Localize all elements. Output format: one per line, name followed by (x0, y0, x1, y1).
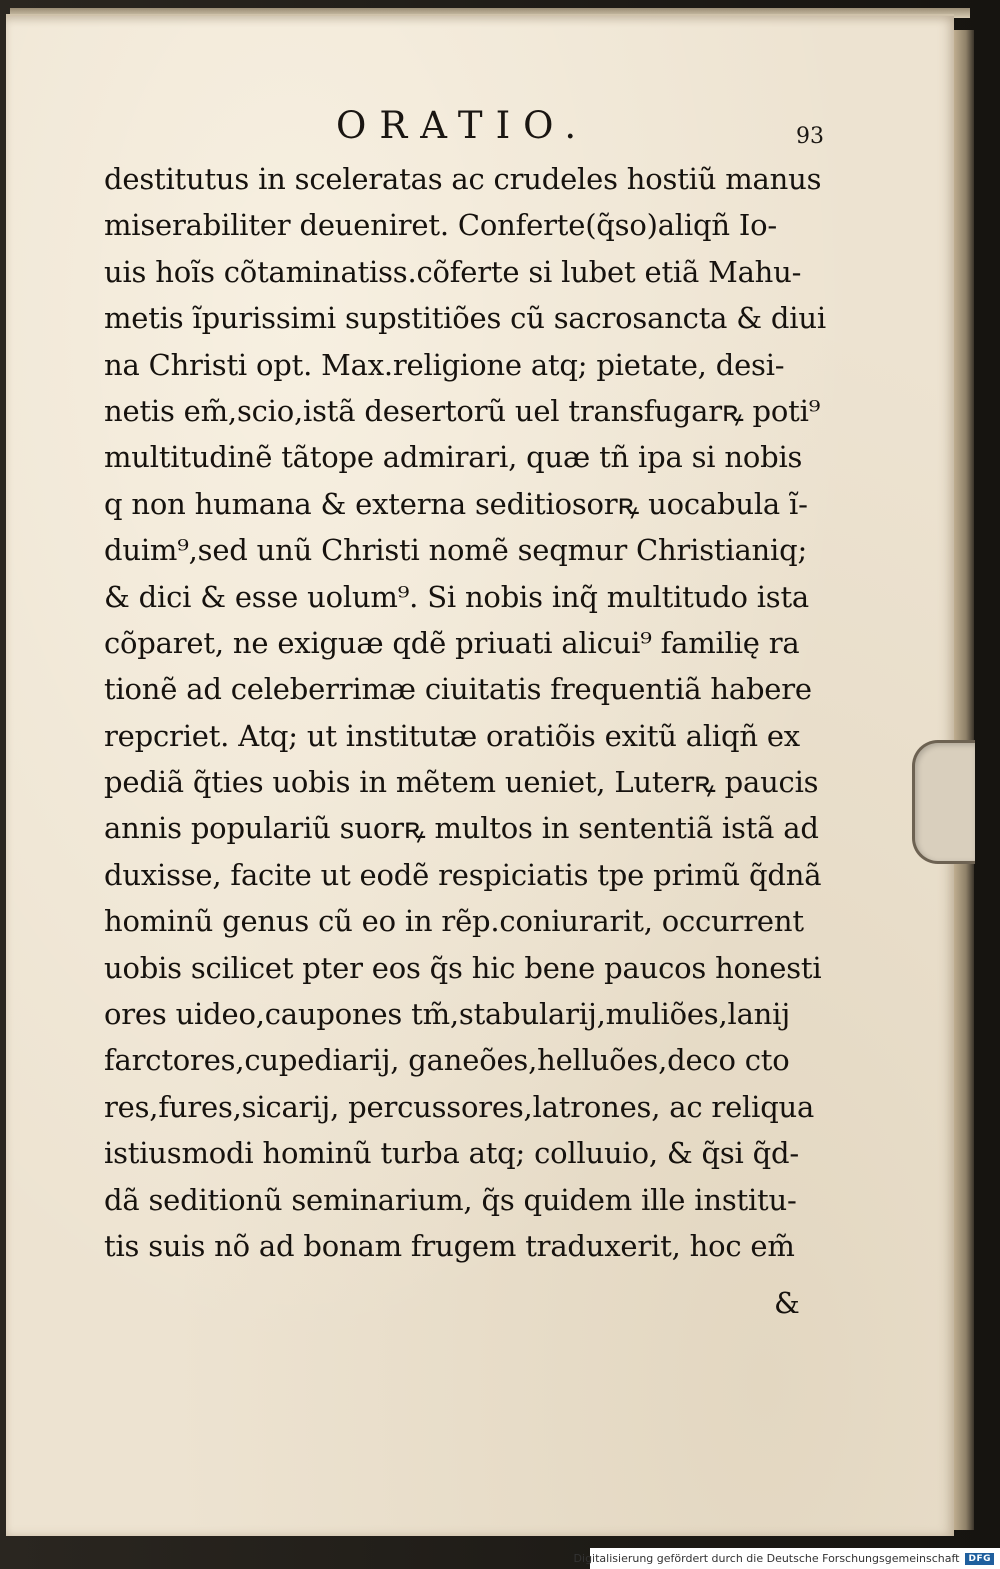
catchword: & (774, 1286, 800, 1320)
text-line: miserabiliter deueniret. Conferte(q̃so)aliqñ Io- (104, 208, 777, 243)
dfg-logo-icon: DFG (965, 1553, 994, 1565)
text-line: uobis scilicet pter eos q̃s hic bene paucos honesti (104, 950, 822, 985)
text-line: metis ĩpurissimi supstitiões cũ sacrosancta & diui (104, 301, 826, 336)
text-line: hominũ genus cũ eo in rẽp.coniurarit, occurrent (104, 904, 804, 939)
text-line: tis suis nõ ad bonam frugem traduxerit, hoc em̃ (104, 1228, 795, 1263)
text-line: tionẽ ad celeberrimæ ciuitatis frequentiã habere (104, 672, 812, 707)
text-line: istiusmodi hominũ turba atq; colluuio, & q̃si q̃d- (104, 1136, 799, 1171)
digitization-credit: Digitalisierung gefördert durch die Deutsche Forschungsgemeinschaft (573, 1552, 960, 1565)
digitization-credit-bar (573, 1548, 1000, 1569)
text-line: na Christi opt. Max.religione atq; pietate, desi- (104, 347, 785, 382)
text-line: & dici & esse uolum⁹. Si nobis inq̃ multitudo ista (104, 579, 810, 614)
text-line: dã seditionũ seminarium, q̃s quidem ille institu- (104, 1182, 797, 1217)
text-line: uis hoĩs cõtaminatiss.cõferte si lubet etiã Mahu- (104, 254, 802, 289)
text-line: destitutus in sceleratas ac crudeles hostiũ manus (104, 162, 822, 196)
text-line: q non humana & externa seditiosorꝶ uocabula ĩ- (104, 486, 808, 521)
text-line: cõparet, ne exiguæ qdẽ priuati alicui⁹ familię ra (104, 625, 800, 660)
text-line: duxisse, facite ut eodẽ respiciatis tpe primũ q̃dnã (104, 857, 822, 892)
text-line: farctores,cupediarij, ganeões,helluões,deco cto (104, 1043, 790, 1078)
text-line: ores uideo,caupones tm̃,stabularij,muliões,lanij (104, 997, 791, 1032)
page-number: 93 (796, 124, 824, 149)
text-line: multitudinẽ tãtope admirari, quæ tñ ipa si nobis (104, 440, 803, 475)
text-line: res,fures,sicarij, percussores,latrones, ac reliqua (104, 1089, 815, 1124)
page-clip (912, 740, 975, 864)
text-line: annis populariũ suorꝶ multos in sententiã istã ad (104, 811, 819, 846)
text-line: duim⁹,sed unũ Christi nomẽ seqmur Christianiq; (104, 533, 808, 568)
body-text (104, 156, 834, 1269)
text-line: repcriet. Atq; ut institutæ oratiõis exitũ aliqñ ex (104, 718, 800, 753)
text-line: netis em̃,scio,istã desertorũ uel transfugarꝶ poti⁹ (104, 393, 821, 428)
running-header: ORATIO. (336, 104, 590, 147)
text-line: pediã q̃ties uobis in mẽtem ueniet, Luterꝶ paucis (104, 765, 819, 800)
